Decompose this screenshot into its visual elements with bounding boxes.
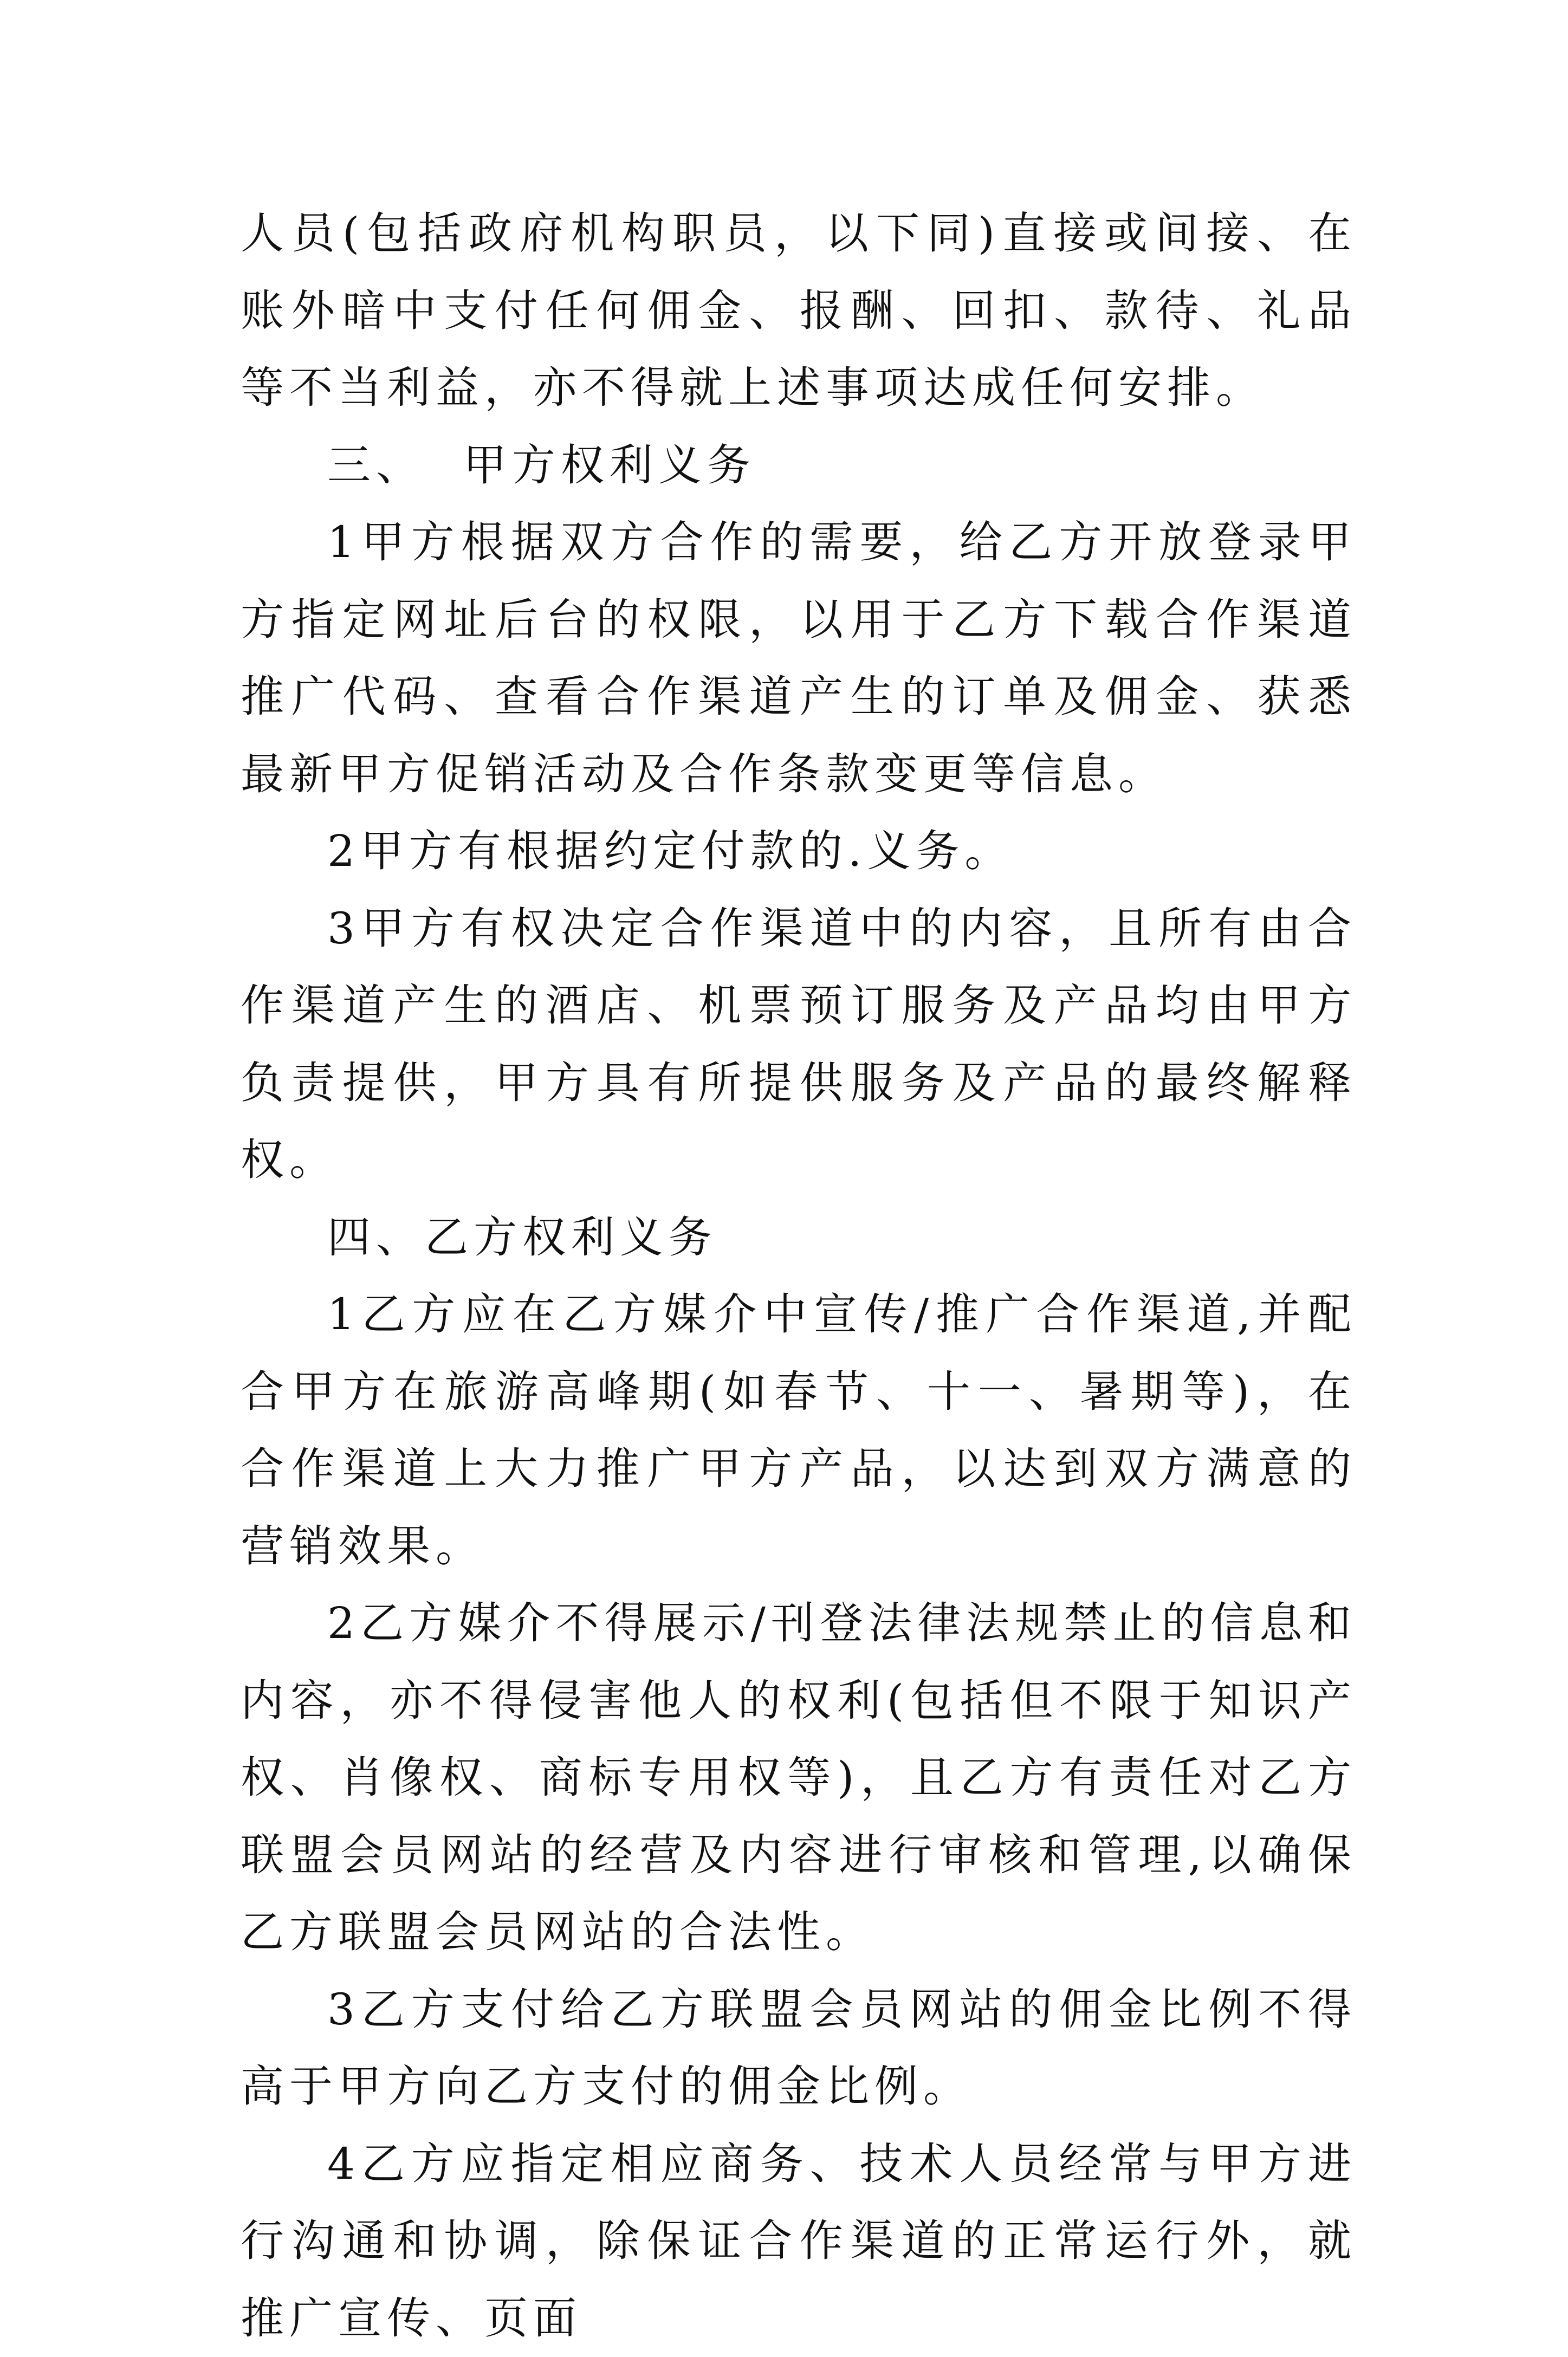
paragraph-3-1: 1甲方根据双方合作的需要，给乙方开放登录甲方指定网址后台的权限，以用于乙方下载合作渠道推广代码、查看合作渠道产生的订单及佣金、获悉最新甲方促销活动及合作条款变更等信息。 — [241, 504, 1357, 813]
paragraph-3-2: 2甲方有根据约定付款的.义务。 — [241, 813, 1357, 890]
paragraph-3-3: 3甲方有权决定合作渠道中的内容，且所有由合作渠道产生的酒店、机票预订服务及产品均由甲方负责提供，甲方具有所提供服务及产品的最终解释权。 — [241, 890, 1357, 1199]
paragraph-4-3: 3乙方支付给乙方联盟会员网站的佣金比例不得高于甲方向乙方支付的佣金比例。 — [241, 1971, 1357, 2126]
section-heading-3: 三、 甲方权利义务 — [241, 427, 1357, 504]
paragraph-4-2: 2乙方媒介不得展示/刊登法律法规禁止的信息和内容，亦不得侵害他人的权利(包括但不限于知识产权、肖像权、商标专用权等)，且乙方有责任对乙方联盟会员网站的经营及内容进行审核和管理,以确保乙方联盟会员网站的合法性。 — [241, 1585, 1357, 1971]
document-body — [241, 195, 1357, 2357]
paragraph-4-1: 1乙方应在乙方媒介中宣传/推广合作渠道,并配合甲方在旅游高峰期(如春节、十一、暑期等)，在合作渠道上大力推广甲方产品，以达到双方满意的营销效果。 — [241, 1276, 1357, 1585]
paragraph-continuation: 人员(包括政府机构职员，以下同)直接或间接、在账外暗中支付任何佣金、报酬、回扣、款待、礼品等不当利益，亦不得就上述事项达成任何安排。 — [241, 195, 1357, 427]
paragraph-4-4: 4乙方应指定相应商务、技术人员经常与甲方进行沟通和协调，除保证合作渠道的正常运行外，就推广宣传、页面 — [241, 2126, 1357, 2357]
section-heading-4: 四、乙方权利义务 — [241, 1199, 1357, 1277]
